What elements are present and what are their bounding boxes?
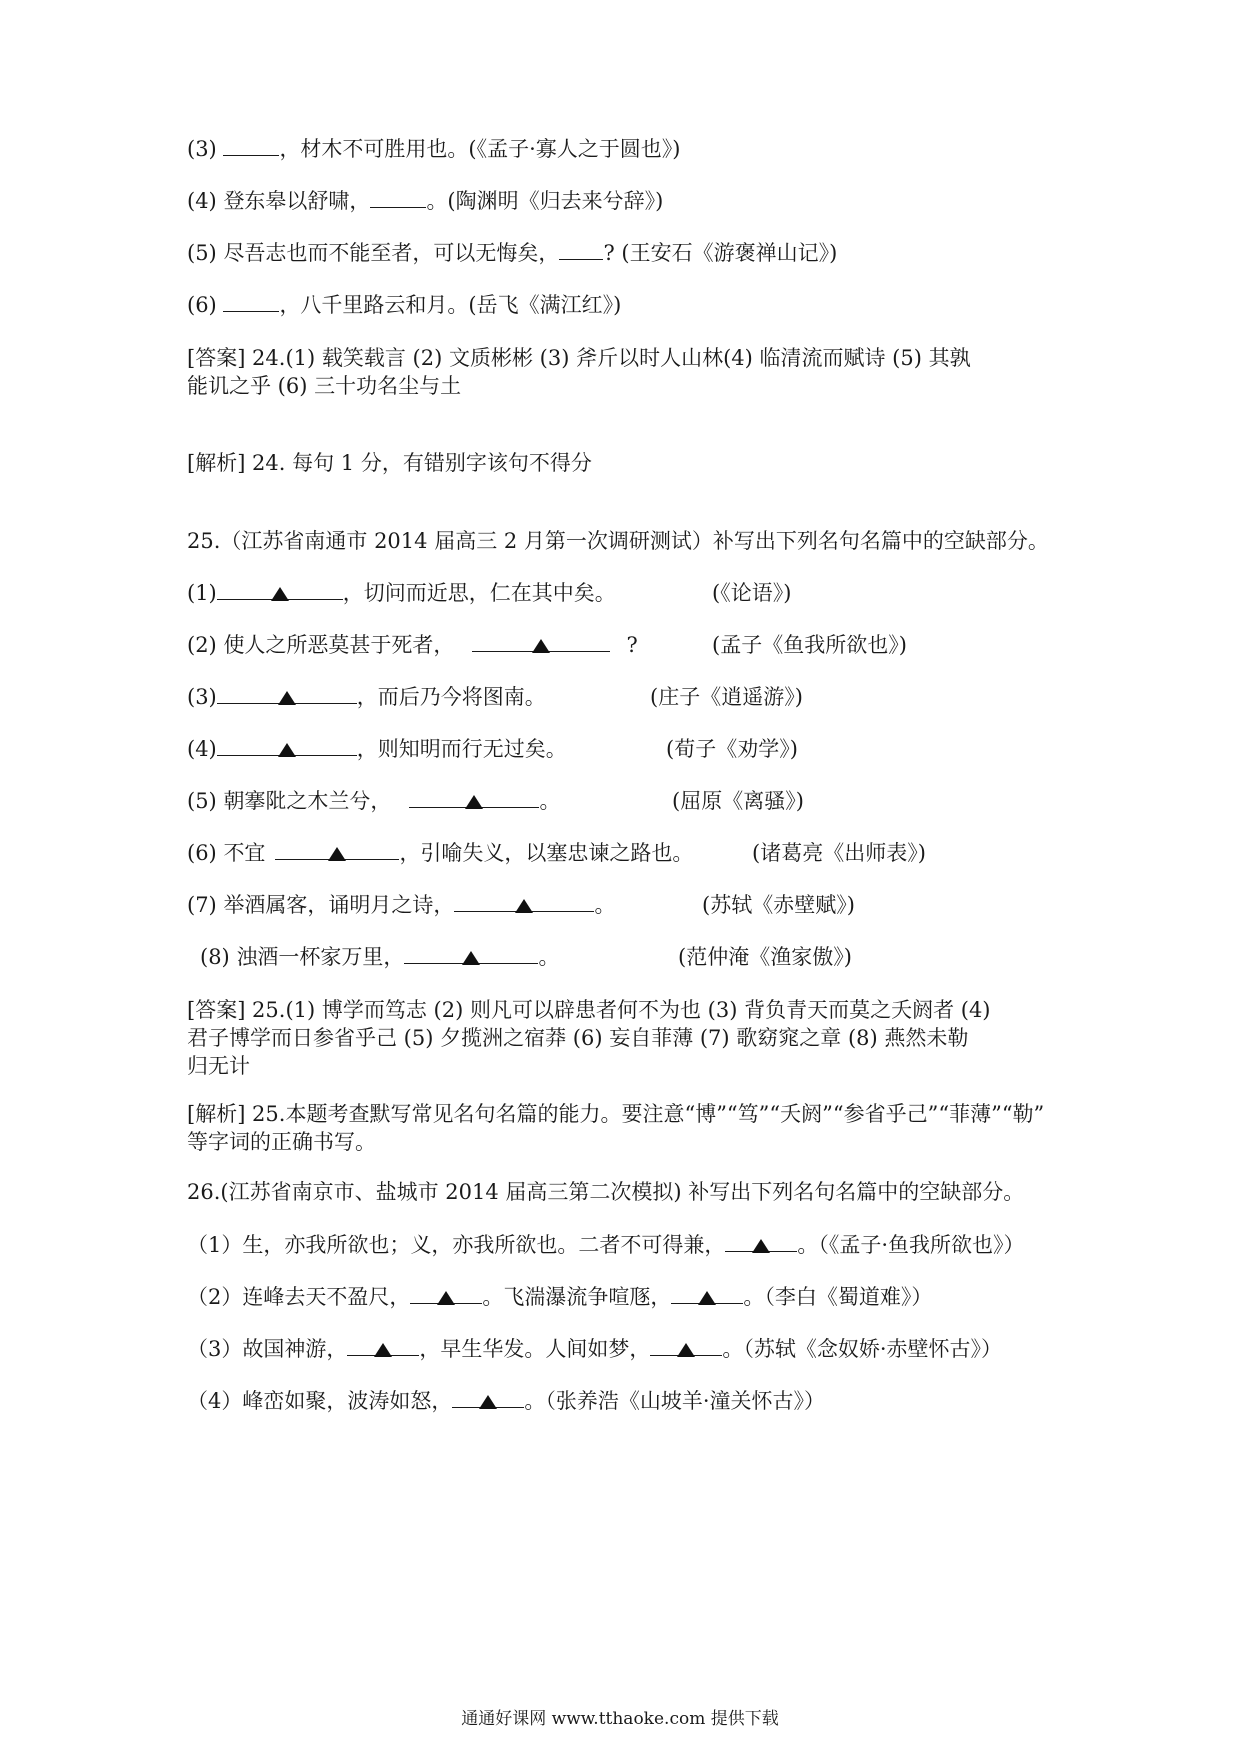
item-text: 。（李白《蜀道难》）: [743, 1285, 933, 1309]
q25-answer-cont-2: 归无计: [187, 1054, 250, 1078]
answer-blank: [559, 240, 603, 260]
item-text: 浊酒一杯家万里，: [236, 945, 405, 969]
q25-source-4: (荀子《劝学》): [666, 737, 798, 761]
q25-item-3: [187, 684, 546, 710]
q24-line-5: [187, 240, 837, 266]
q25-answer: [答案] 25.(1) 博学而笃志 (2) 则凡可以辟患者何不为也 (3) 背负青天而莫之夭阏者 (4): [187, 998, 991, 1022]
answer-blank: [217, 684, 357, 704]
triangle-icon: [278, 743, 296, 757]
item-text: ，材木不可胜用也。(《孟子·寡人之于圆也》): [279, 137, 681, 161]
triangle-icon: [532, 639, 550, 653]
item-text: ?: [626, 633, 638, 657]
item-number: （1）: [187, 1233, 243, 1257]
triangle-icon: [465, 795, 483, 809]
item-text: 不宜: [223, 841, 266, 865]
triangle-icon: [374, 1343, 392, 1357]
item-text: ，而后乃今将图南。: [356, 685, 546, 709]
item-text: 。: [538, 945, 560, 969]
q25-item-2: [187, 632, 638, 658]
item-number: (1): [187, 581, 217, 605]
item-number: (4): [187, 737, 217, 761]
item-number: (3): [187, 137, 217, 161]
item-text: ? (王安石《游褒禅山记》): [603, 241, 838, 265]
triangle-icon: [437, 1291, 455, 1305]
triangle-icon: [278, 691, 296, 705]
item-text: 。（苏轼《念奴娇·赤壁怀古》）: [722, 1337, 1003, 1361]
q25-item-1: [187, 580, 616, 606]
item-number: (4): [187, 189, 217, 213]
item-text: 举酒属客，诵明月之诗，: [223, 893, 455, 917]
item-number: (3): [187, 685, 217, 709]
item-text: 。: [594, 893, 616, 917]
triangle-icon: [328, 847, 346, 861]
q25-analysis: [解析] 25.本题考查默写常见名句名篇的能力。要注意“博”“笃”“夭阏”“参省乎己”“菲薄”“勒”: [187, 1102, 1045, 1126]
q24-line-4: [187, 188, 663, 214]
item-text: 。（张养浩《山坡羊·潼关怀古》）: [524, 1389, 826, 1413]
answer-blank: [454, 892, 594, 912]
q25-item-8: [200, 944, 559, 970]
triangle-icon: [479, 1395, 497, 1409]
triangle-icon: [698, 1291, 716, 1305]
item-text: 。飞湍瀑流争喧豗，: [482, 1285, 672, 1309]
q24-analysis: [解析] 24. 每句 1 分，有错别字该句不得分: [187, 451, 592, 475]
answer-blank: [671, 1284, 743, 1304]
item-text: ，八千里路云和月。(岳飞《满江红》): [279, 293, 622, 317]
answer-blank: [472, 632, 610, 652]
triangle-icon: [515, 899, 533, 913]
answer-blank: [223, 292, 279, 312]
q26-title: 26.(江苏省南京市、盐城市 2014 届高三第二次模拟) 补写出下列名句名篇中的空缺部分。: [187, 1180, 1025, 1204]
item-text: ，切问而近思，仁在其中矣。: [342, 581, 616, 605]
answer-blank: [217, 736, 357, 756]
item-number: (5): [187, 789, 217, 813]
q25-source-1: (《论语》): [712, 581, 792, 605]
q25-source-7: (苏轼《赤壁赋》): [702, 893, 855, 917]
q26-line-3: [187, 1336, 1002, 1362]
q24-line-6: [187, 292, 621, 318]
item-number: (7): [187, 893, 217, 917]
q25-item-5: [187, 788, 560, 814]
item-number: （2）: [187, 1285, 243, 1309]
page-footer: 通通好课网 www.tthaoke.com 提供下载: [461, 1709, 779, 1729]
answer-blank: [650, 1336, 722, 1356]
answer-blank: [725, 1232, 797, 1252]
q24-answer-cont: 能讥之乎 (6) 三十功名尘与土: [187, 374, 462, 398]
q25-source-3: (庄子《逍遥游》): [650, 685, 803, 709]
item-text: 尽吾志也而不能至者，可以无悔矣，: [223, 241, 560, 265]
q25-analysis-cont: 等字词的正确书写。: [187, 1130, 376, 1154]
item-text: 峰峦如聚，波涛如怒，: [242, 1389, 453, 1413]
q25-item-7: [187, 892, 615, 918]
item-text: ，早生华发。人间如梦，: [419, 1337, 651, 1361]
answer-blank: [410, 1284, 482, 1304]
item-text: ，引喻失义，以塞忠谏之路也。: [399, 841, 694, 865]
item-text: 。: [539, 789, 561, 813]
item-text: 连峰去天不盈尺，: [242, 1285, 411, 1309]
item-number: (2): [187, 633, 217, 657]
item-number: （4）: [187, 1389, 243, 1413]
q25-source-8: (范仲淹《渔家傲》): [678, 945, 852, 969]
item-text: 故国神游，: [242, 1337, 348, 1361]
q25-item-6: [187, 840, 693, 866]
item-number: (5): [187, 241, 217, 265]
answer-blank: [347, 1336, 419, 1356]
item-text: 登东皋以舒啸，: [223, 189, 371, 213]
q25-answer-cont-1: 君子博学而日参省乎己 (5) 夕揽洲之宿莽 (6) 妄自菲薄 (7) 歌窈窕之章 (8) 燕然未勒: [187, 1026, 969, 1050]
item-text: 。(陶渊明《归去来兮辞》): [426, 189, 664, 213]
answer-blank: [217, 580, 343, 600]
item-text: 生，亦我所欲也；义，亦我所欲也。二者不可得兼，: [242, 1233, 726, 1257]
q25-source-5: (屈原《离骚》): [672, 789, 804, 813]
triangle-icon: [271, 587, 289, 601]
triangle-icon: [752, 1239, 770, 1253]
q25-source-2: (孟子《鱼我所欲也》): [712, 633, 907, 657]
q26-line-4: [187, 1388, 825, 1414]
q25-title: 25.（江苏省南通市 2014 届高三 2 月第一次调研测试）补写出下列名句名篇中的空缺部分。: [187, 529, 1049, 553]
q25-item-4: [187, 736, 567, 762]
item-text: ，则知明而行无过矣。: [356, 737, 567, 761]
q24-line-3: [187, 136, 681, 162]
answer-blank: [275, 840, 399, 860]
answer-blank: [409, 788, 539, 808]
item-number: (6): [187, 293, 217, 317]
answer-blank: [370, 188, 426, 208]
answer-blank: [452, 1388, 524, 1408]
q24-answer: [答案] 24.(1) 载笑载言 (2) 文质彬彬 (3) 斧斤以时人山林(4) 临清流而赋诗 (5) 其孰: [187, 346, 971, 370]
item-text: 使人之所恶莫甚于死者，: [223, 633, 455, 657]
q26-line-1: [187, 1232, 1025, 1258]
q26-line-2: [187, 1284, 932, 1310]
item-number: （3）: [187, 1337, 243, 1361]
item-text: 。（《孟子·鱼我所欲也》）: [797, 1233, 1025, 1257]
item-number: (6): [187, 841, 217, 865]
triangle-icon: [677, 1343, 695, 1357]
answer-blank: [404, 944, 538, 964]
item-number: (8): [200, 945, 230, 969]
q25-source-6: (诸葛亮《出师表》): [752, 841, 926, 865]
answer-blank: [223, 136, 279, 156]
triangle-icon: [462, 951, 480, 965]
item-text: 朝搴阰之木兰兮，: [223, 789, 392, 813]
